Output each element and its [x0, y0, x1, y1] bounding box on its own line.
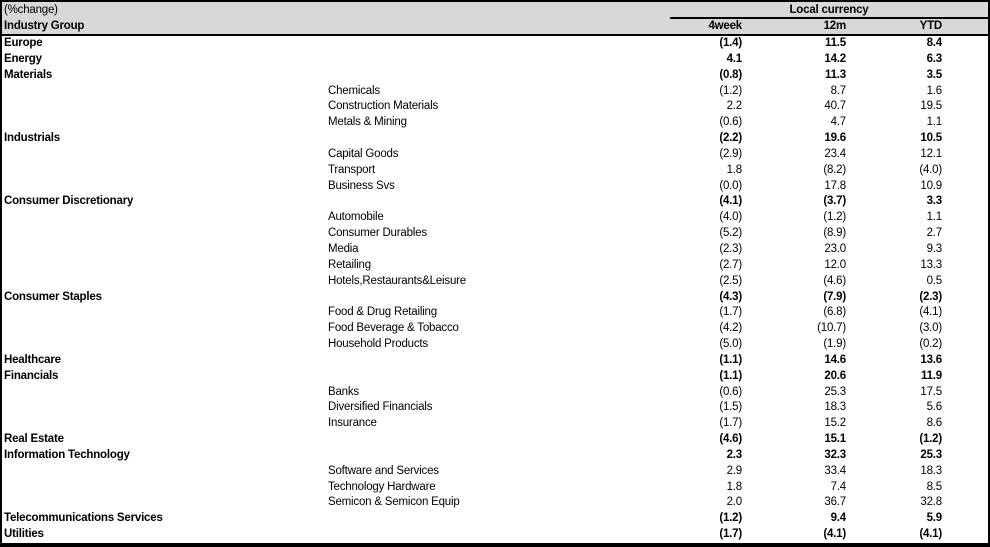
value-ytd: 17.5 [920, 385, 942, 398]
table-row [2, 527, 988, 543]
value-12m: 36.7 [824, 496, 846, 509]
table-row [2, 385, 988, 401]
table-row [2, 84, 988, 100]
value-12m: (3.7) [823, 195, 846, 208]
industry-label: Real Estate [4, 433, 64, 446]
value-12m: 17.8 [824, 179, 846, 192]
value-4week: (5.2) [719, 227, 742, 240]
value-ytd: 0.5 [926, 274, 942, 287]
table-row [2, 416, 988, 432]
industry-label: Energy [4, 52, 42, 65]
value-4week: (0.6) [719, 385, 742, 398]
percent-change-label: (%change) [4, 4, 58, 16]
table-row [2, 305, 988, 321]
value-4week: 2.0 [726, 496, 742, 509]
value-4week: (4.2) [719, 322, 742, 335]
industry-label: Industrials [4, 132, 60, 145]
value-ytd: 1.1 [926, 116, 942, 129]
value-4week: 2.9 [726, 464, 742, 477]
value-ytd: 1.6 [926, 84, 942, 97]
industry-label: Utilities [4, 528, 44, 541]
value-12m: (6.8) [823, 306, 846, 319]
industry-label: Healthcare [4, 353, 61, 366]
value-ytd: 1.1 [926, 211, 942, 224]
industry-label: Food & Drug Retailing [328, 306, 437, 319]
value-4week: (0.6) [719, 116, 742, 129]
industry-label: Diversified Financials [328, 401, 433, 414]
industry-label: Consumer Staples [4, 290, 102, 303]
table-row [2, 448, 988, 464]
value-12m: (8.9) [823, 227, 846, 240]
value-4week: 2.3 [726, 448, 742, 461]
value-4week: (0.8) [719, 68, 742, 81]
value-12m: (1.2) [823, 211, 846, 224]
industry-label: Retailing [328, 258, 371, 271]
value-12m: 9.4 [830, 512, 846, 525]
industry-label: Household Products [328, 338, 428, 351]
industry-label: Semicon & Semicon Equip [328, 496, 460, 509]
table-row [2, 226, 988, 242]
column-header-4week: 4week [708, 20, 742, 32]
value-12m: 33.4 [824, 464, 846, 477]
industry-label: Technology Hardware [328, 480, 436, 493]
value-4week: (1.7) [719, 306, 742, 319]
table-row [2, 194, 988, 210]
value-ytd: (2.3) [919, 290, 942, 303]
industry-label: Business Svs [328, 179, 395, 192]
table-row [2, 495, 988, 511]
value-4week: (4.6) [719, 433, 742, 446]
table-row [2, 36, 988, 52]
value-ytd: 8.5 [926, 480, 942, 493]
industry-label: Materials [4, 68, 53, 81]
industry-label: Consumer Durables [328, 227, 427, 240]
value-12m: 4.7 [830, 116, 846, 129]
value-ytd: 13.3 [920, 258, 942, 271]
industry-label: Insurance [328, 417, 377, 430]
value-4week: (1.4) [719, 37, 742, 49]
value-ytd: 2.7 [926, 227, 942, 240]
table-row [2, 511, 988, 527]
value-ytd: 18.3 [920, 464, 942, 477]
value-4week: 1.8 [726, 163, 742, 176]
value-4week: (1.1) [719, 369, 742, 382]
value-12m: 32.3 [824, 448, 846, 461]
value-4week: (4.3) [719, 290, 742, 303]
value-4week: (1.1) [719, 353, 742, 366]
table-header [2, 2, 988, 36]
value-12m: 23.0 [824, 242, 846, 255]
value-12m: 8.7 [830, 84, 846, 97]
value-ytd: 5.6 [926, 401, 942, 414]
table-row [2, 274, 988, 290]
industry-label: Media [328, 242, 359, 255]
value-ytd: 32.8 [920, 496, 942, 509]
value-12m: 40.7 [824, 100, 846, 113]
value-ytd: 12.1 [920, 147, 942, 160]
value-12m: 25.3 [824, 385, 846, 398]
value-12m: 11.3 [825, 68, 846, 81]
value-ytd: (4.0) [919, 163, 942, 176]
table-row [2, 400, 988, 416]
value-ytd: 3.3 [926, 195, 942, 208]
value-12m: 18.3 [824, 401, 846, 414]
table-row [2, 353, 988, 369]
industry-label: Europe [4, 37, 43, 49]
table-row [2, 163, 988, 179]
value-ytd: 6.3 [926, 52, 942, 65]
value-12m: 23.4 [824, 147, 846, 160]
value-4week: (2.9) [719, 147, 742, 160]
industry-label: Metals & Mining [328, 116, 407, 129]
value-4week: (2.7) [719, 258, 742, 271]
value-ytd: (1.2) [919, 433, 942, 446]
value-4week: (0.0) [719, 179, 742, 192]
value-ytd: 11.9 [921, 369, 942, 382]
value-12m: (10.7) [817, 322, 846, 335]
value-ytd: 10.9 [920, 179, 942, 192]
table-row [2, 432, 988, 448]
value-ytd: (4.1) [919, 528, 942, 541]
industry-label: Hotels,Restaurants&Leisure [328, 274, 466, 287]
value-12m: 15.1 [824, 433, 846, 446]
table-row [2, 480, 988, 496]
table-row [2, 210, 988, 226]
value-4week: (2.3) [719, 242, 742, 255]
value-12m: 19.6 [824, 132, 846, 145]
table-row [2, 321, 988, 337]
local-currency-spanner: Local currency [670, 2, 988, 19]
table-row [2, 258, 988, 274]
value-12m: (7.9) [823, 290, 846, 303]
value-ytd: 8.4 [926, 37, 942, 49]
value-ytd: (0.2) [919, 338, 942, 351]
value-ytd: 10.5 [920, 132, 942, 145]
header-row-columns [2, 19, 988, 34]
value-ytd: 8.6 [926, 417, 942, 430]
value-12m: 12.0 [824, 258, 846, 271]
value-12m: 15.2 [824, 417, 846, 430]
industry-label: Banks [328, 385, 359, 398]
table-row [2, 369, 988, 385]
value-4week: (1.7) [719, 528, 742, 541]
value-4week: (1.2) [719, 84, 742, 97]
table-row [2, 179, 988, 195]
table-row [2, 290, 988, 306]
value-4week: (1.7) [719, 417, 742, 430]
table-row [2, 337, 988, 353]
industry-label: Information Technology [4, 448, 130, 461]
column-header-ytd: YTD [919, 20, 942, 32]
value-4week: (5.0) [719, 338, 742, 351]
table-row [2, 147, 988, 163]
table-row [2, 99, 988, 115]
value-4week: (2.5) [719, 274, 742, 287]
table-row [2, 68, 988, 84]
value-ytd: 5.9 [926, 512, 942, 525]
value-12m: (8.2) [823, 163, 846, 176]
industry-label: Food Beverage & Tobacco [328, 322, 459, 335]
industry-group-header: Industry Group [4, 20, 85, 32]
table-row [2, 52, 988, 68]
table-row [2, 131, 988, 147]
value-ytd: (3.0) [919, 322, 942, 335]
value-ytd: 13.6 [920, 353, 942, 366]
value-ytd: 3.5 [926, 68, 942, 81]
value-4week: 2.2 [726, 100, 742, 113]
column-header-12m: 12m [823, 20, 846, 32]
value-12m: (1.9) [823, 338, 846, 351]
industry-label: Software and Services [328, 464, 439, 477]
value-ytd: 19.5 [920, 100, 942, 113]
value-ytd: (4.1) [919, 306, 942, 319]
value-12m: 20.6 [824, 369, 846, 382]
industry-label: Chemicals [328, 84, 380, 97]
header-row-top [2, 2, 988, 19]
value-12m: (4.6) [823, 274, 846, 287]
table-row [2, 464, 988, 480]
table-body [2, 36, 988, 543]
value-4week: (1.2) [719, 512, 742, 525]
value-4week: 4.1 [726, 52, 742, 65]
table-row [2, 115, 988, 131]
value-12m: 7.4 [830, 480, 846, 493]
value-4week: (2.2) [719, 132, 742, 145]
value-12m: (4.1) [823, 528, 846, 541]
value-12m: 14.6 [824, 353, 846, 366]
value-12m: 11.5 [825, 37, 846, 49]
value-ytd: 9.3 [926, 242, 942, 255]
value-4week: (4.0) [719, 211, 742, 224]
industry-label: Consumer Discretionary [4, 195, 134, 208]
industry-label: Capital Goods [328, 147, 399, 160]
industry-label: Telecommunications Services [4, 512, 163, 525]
value-4week: (4.1) [719, 195, 742, 208]
value-ytd: 25.3 [920, 448, 942, 461]
value-12m: 14.2 [824, 52, 846, 65]
industry-label: Construction Materials [328, 100, 439, 113]
industry-label: Financials [4, 369, 59, 382]
industry-label: Transport [328, 163, 375, 176]
value-4week: (1.5) [719, 401, 742, 414]
industry-label: Automobile [328, 211, 384, 224]
value-4week: 1.8 [726, 480, 742, 493]
table-row [2, 242, 988, 258]
